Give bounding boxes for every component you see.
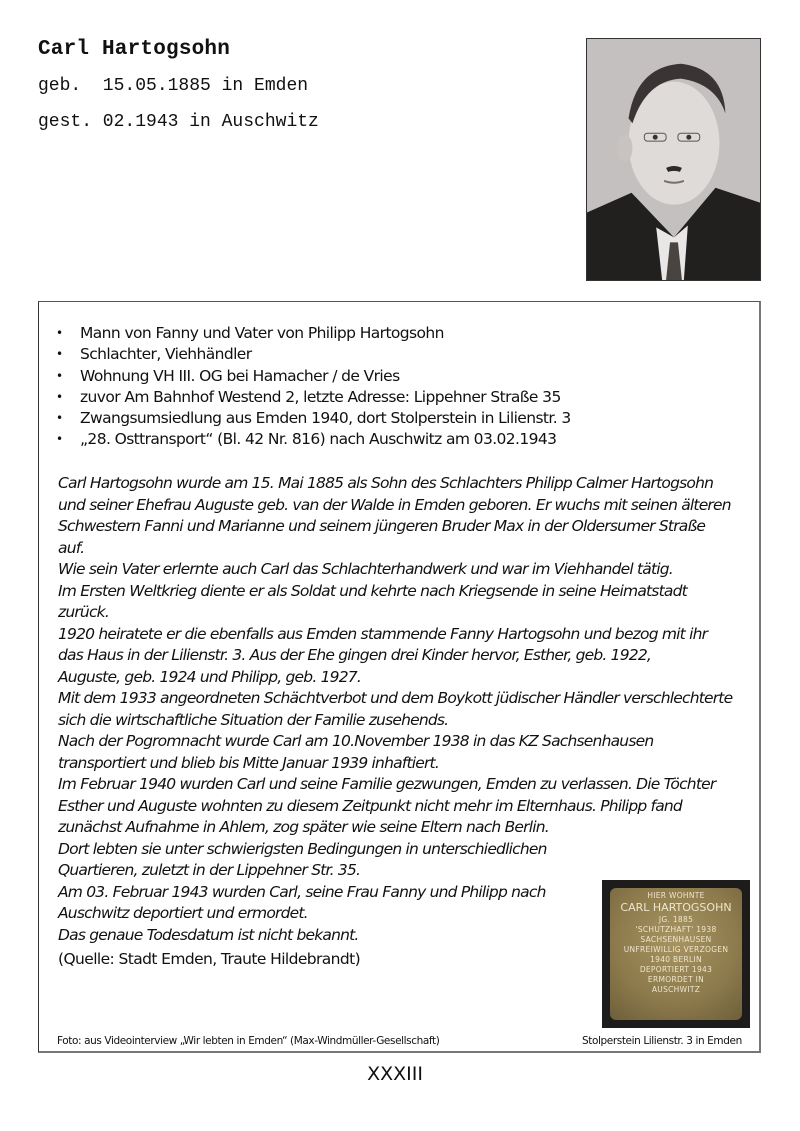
bio-line: auf. [58, 538, 85, 557]
fact-item [56, 429, 571, 450]
fact-text: Wohnung VH III. OG bei Hamacher / de Vries [80, 366, 400, 385]
birth-line: geb. 15.05.1885 in Emden [38, 76, 309, 96]
bio-line: Nach der Pogromnacht wurde Carl am 10.November 1938 in das KZ Sachsenhausen [58, 732, 654, 750]
stone-name: CARL HARTOGSOHN [620, 901, 732, 914]
page-number: XXXIII [367, 1063, 423, 1085]
bio-line: Im Februar 1940 wurden Carl und seine Familie gezwungen, Emden zu verlassen. Die Töchter [58, 775, 716, 793]
bio-line: Auschwitz deportiert und ermordet. [58, 904, 308, 922]
portrait-figure-icon [587, 39, 760, 280]
stolperstein-caption: Stolperstein Lilienstr. 3 in Emden [582, 1035, 742, 1047]
bullet-icon: • [56, 326, 63, 340]
bio-line: Am 03. Februar 1943 wurden Carl, seine Frau Fanny und Philipp nach [58, 882, 546, 901]
fact-text: Mann von Fanny und Vater von Philipp Hartogsohn [80, 324, 444, 342]
stone-line: ERMORDET IN [647, 975, 705, 984]
bio-line: transportiert und blieb bis Mitte Januar 1939 inhaftiert. [58, 753, 439, 772]
bio-line: sich die wirtschaftliche Situation der Familie zusehends. [58, 710, 449, 729]
bio-line: Esther und Auguste wohnten zu diesem Zeitpunkt nicht mehr im Elternhaus. Philipp fand [58, 796, 682, 815]
stolperstein-plate [610, 888, 742, 1020]
bio-line: Dort lebten sie unter schwierigsten Bedingungen in unterschiedlichen [58, 839, 547, 858]
bio-line: und seiner Ehefrau Auguste geb. van der Walde in Emden geboren. Er wuchs mit seinen älteren [58, 495, 731, 514]
fact-text: Schlachter, Viehhändler [80, 345, 252, 364]
bullet-icon: • [56, 389, 63, 404]
bio-line: 1920 heiratete er die ebenfalls aus Emden stammende Fanny Hartogsohn und bezog mit ihr [58, 624, 708, 643]
stone-line: HIER WOHNTE [647, 891, 705, 900]
bio-line: Carl Hartogsohn wurde am 15. Mai 1885 als Sohn des Schlachters Philipp Calmer Hartogsohn [58, 474, 714, 492]
death-line: gest. 02.1943 in Auschwitz [38, 112, 319, 132]
portrait-photo [586, 38, 761, 281]
bio-line: Auguste, geb. 1924 und Philipp, geb. 1927. [58, 667, 361, 686]
bullet-icon: • [56, 411, 63, 426]
fact-item [56, 323, 571, 344]
bio-line: Wie sein Vater erlernte auch Carl das Schlachterhandwerk und war im Viehhandel tätig. [58, 560, 673, 578]
fact-text: zuvor Am Bahnhof Westend 2, letzte Adresse: Lippehner Straße 35 [80, 387, 561, 406]
bullet-icon: • [56, 347, 63, 362]
bio-line: zurück. [58, 603, 109, 621]
biography-text [58, 473, 768, 946]
stone-line: AUSCHWITZ [651, 985, 701, 994]
bio-line: Quartieren, zuletzt in der Lippehner Str. 35. [58, 861, 361, 879]
bio-line: das Haus in der Lilienstr. 3. Aus der Ehe gingen drei Kinder hervor, Esther, geb. 1922, [58, 646, 652, 664]
person-name: Carl Hartogsohn [38, 38, 231, 61]
facts-list [56, 323, 571, 451]
fact-item [56, 387, 571, 408]
stone-line: UNFREIWILLIG VERZOGEN [623, 945, 729, 954]
bio-line: Schwestern Fanni und Marianne und seinem jüngeren Bruder Max in der Oldersumer Straße [58, 517, 706, 535]
bullet-icon: • [56, 432, 63, 447]
photo-credit: Foto: aus Videointerview „Wir lebten in Emden“ (Max-Windmüller-Gesellschaft) [57, 1035, 440, 1047]
bullet-icon: • [56, 368, 63, 383]
stone-line: DEPORTIERT 1943 [639, 965, 713, 974]
bio-line: Mit dem 1933 angeordneten Schächtverbot und dem Boykott jüdischer Händler verschlechterte [58, 689, 733, 707]
fact-item [56, 344, 571, 365]
source-citation: (Quelle: Stadt Emden, Traute Hildebrandt) [58, 950, 361, 968]
stone-line: JG. 1885 [658, 915, 694, 924]
stolperstein-photo [602, 880, 750, 1028]
fact-item [56, 408, 571, 429]
bio-line: zunächst Aufnahme in Ahlem, zog später wie seine Eltern nach Berlin. [58, 818, 549, 836]
stone-line: SACHSENHAUSEN [640, 935, 712, 944]
fact-text: Zwangsumsiedlung aus Emden 1940, dort Stolperstein in Lilienstr. 3 [80, 409, 571, 428]
bio-line: Das genaue Todesdatum ist nicht bekannt. [58, 925, 359, 944]
stone-line: 1940 BERLIN [650, 955, 702, 964]
fact-text: „28. Osttransport“ (Bl. 42 Nr. 816) nach Auschwitz am 03.02.1943 [80, 430, 557, 449]
stone-line: 'SCHUTZHAFT' 1938 [635, 925, 717, 934]
fact-item [56, 366, 571, 387]
bio-line: Im Ersten Weltkrieg diente er als Soldat und kehrte nach Kriegsende in seine Heimatstadt [58, 581, 687, 600]
